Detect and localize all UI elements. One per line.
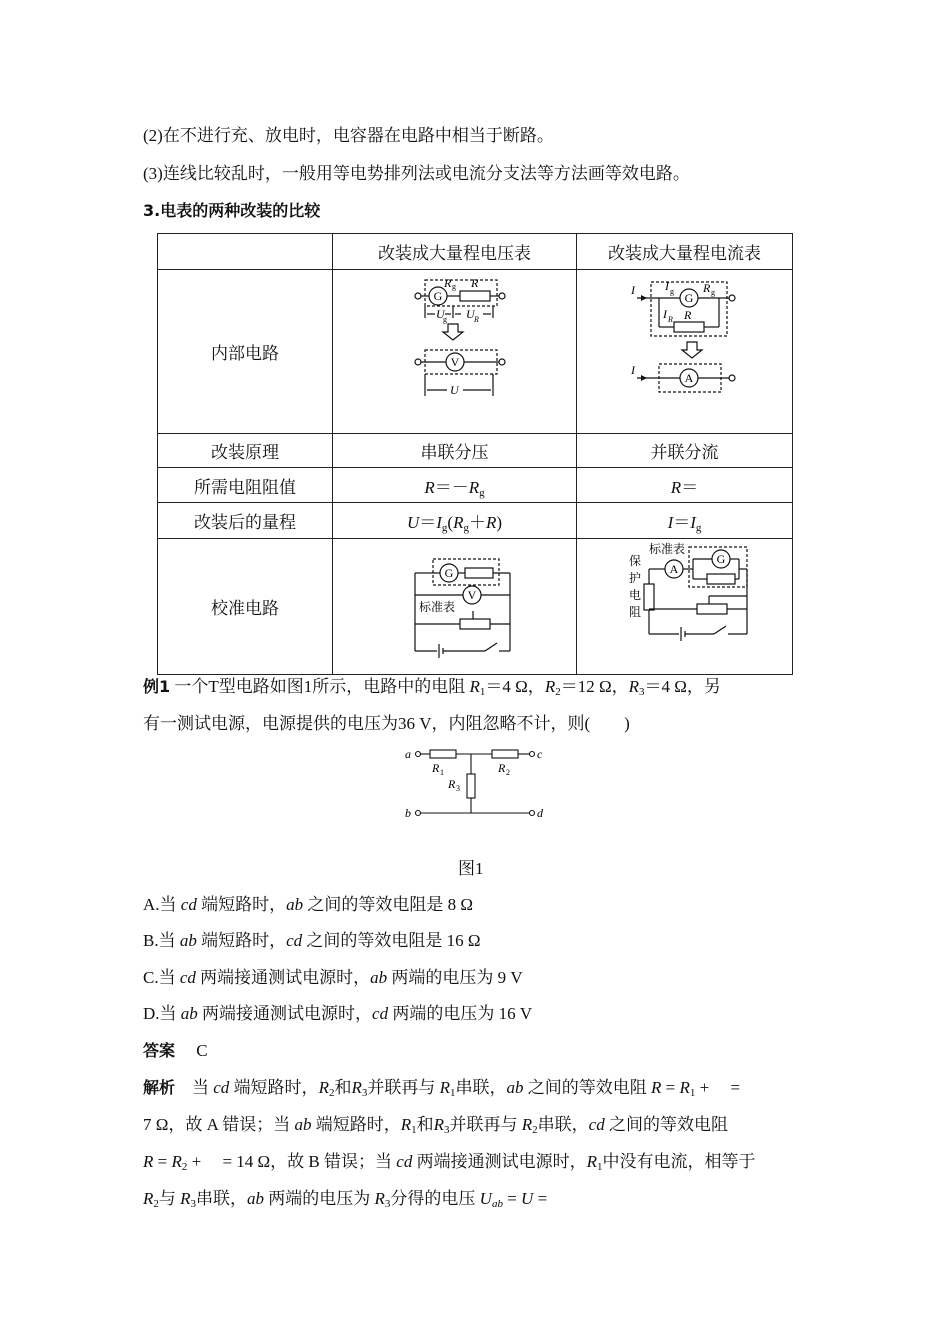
analysis-text: 并联再与 (449, 1115, 522, 1134)
comparison-table (157, 233, 793, 675)
standard-meter-label: 标准表 (418, 600, 455, 614)
terminal-a: a (405, 747, 411, 761)
resistor-r3-label: R (448, 777, 456, 791)
option-text: A.当 (143, 895, 181, 914)
current-circuit-diagram (579, 270, 791, 428)
analysis-text: 之间的等效电阻 (523, 1078, 651, 1097)
subscript-label: g (442, 315, 447, 324)
ammeter-symbol: A (684, 371, 693, 385)
answer-value: C (196, 1041, 208, 1060)
current-internal-circuit (577, 270, 793, 434)
analysis-text: 端短路时， (311, 1115, 401, 1134)
option-text: 两端接通测试电源时， (195, 968, 371, 987)
analysis-text: 串联， (196, 1189, 248, 1208)
table-header: 改装成大量程电压表 (333, 234, 577, 270)
example-label: 例1 (143, 677, 171, 696)
resistor-r2-label: R (498, 761, 506, 775)
resistor-label: R (683, 308, 691, 322)
analysis-label: 解析 (143, 1078, 176, 1097)
t-circuit-figure (400, 744, 550, 824)
analysis-text: = (533, 1189, 548, 1208)
section-heading: 3.电表的两种改装的比较 (143, 201, 321, 220)
galvanometer-symbol: G (444, 566, 453, 580)
galvanometer-symbol: G (684, 291, 693, 305)
analysis-text: 7 Ω，故 A 错误；当 (143, 1115, 295, 1134)
subscript-label: 2 (506, 768, 510, 777)
option-text: 两端的电压为 9 V (387, 968, 523, 987)
terminal-b: b (405, 806, 411, 820)
option-term: cd (180, 895, 197, 914)
example-line-2: 有一测试电源，电源提供的电压为36 V，内阻忽略不计，则( ) (143, 714, 630, 733)
analysis-text: 与 (158, 1189, 181, 1208)
analysis-text: = (153, 1152, 172, 1171)
analysis-line-1: 解析 当 cd 端短路时，$R_2$和$R_3$并联再与 $R_1$串联，ab 之间的等效电阻 $R = R_1$ + = (143, 1078, 741, 1099)
subscript-label: g (710, 288, 715, 297)
option-d (143, 1002, 532, 1026)
paragraph-2: (2)在不进行充、放电时，电容器在电路中相当于断路。 (143, 126, 554, 145)
analysis-line-2: 7 Ω，故 A 错误；当 ab 端短路时，$R_1$和$R_3$并联再与 $R_2$串联，cd 之间的等效电阻 (143, 1115, 728, 1136)
option-b (143, 929, 481, 953)
current-calibration-diagram (579, 539, 791, 669)
subscript-label: R (473, 315, 479, 324)
voltage-circuit-diagram (335, 270, 575, 428)
option-text: B.当 (143, 931, 180, 950)
example-text: ＝4 Ω，另 (644, 677, 721, 696)
analysis-text: 两端的电压为 (264, 1189, 375, 1208)
example-text: 一个T型电路如图1所示，电路中的电阻 (170, 677, 470, 696)
formula-range-current: $I=I_g$ (577, 503, 793, 539)
terminal-c: c (537, 747, 543, 761)
current-calibration-circuit (577, 539, 793, 675)
option-text: D.当 (143, 1004, 181, 1023)
analysis-text: 当 (175, 1078, 214, 1097)
answer-label: 答案 (143, 1041, 176, 1060)
subscript-label: g (451, 282, 456, 291)
analysis-text: 之间的等效电阻 (604, 1115, 728, 1134)
voltage-label: U (435, 307, 445, 321)
analysis-text: 并联再与 (367, 1078, 440, 1097)
table-cell: 改装原理 (158, 434, 333, 468)
table-row (158, 503, 793, 539)
figure-caption: 图1 (458, 859, 484, 878)
voltage-calibration-circuit (333, 539, 577, 675)
example-text: ＝4 Ω， (485, 677, 545, 696)
table-cell: 串联分压 (333, 434, 577, 468)
analysis-text: + = (695, 1078, 741, 1097)
formula-range-voltage: $U=I_g(R_g+R)$ (333, 503, 577, 539)
analysis-text: = (661, 1078, 680, 1097)
analysis-text: 两端接通测试电源时， (412, 1152, 587, 1171)
voltage-label: U (449, 383, 459, 397)
voltmeter-symbol: V (450, 355, 459, 369)
analysis-term: ab (247, 1189, 265, 1208)
protect-resistor-label: 阻 (628, 605, 641, 619)
option-text: 端短路时， (196, 895, 287, 914)
resistor-label: R (470, 276, 478, 290)
protect-resistor-label: 保 (628, 554, 641, 568)
voltage-label: U (465, 307, 475, 321)
subscript-label: 3 (456, 784, 460, 793)
option-a (143, 893, 473, 917)
current-label: I (630, 283, 635, 297)
analysis-line-4: $R_2$与 $R_3$串联，ab 两端的电压为 $R_3$分得的电压 $U_{ab} = U$ = (143, 1189, 548, 1210)
resistor-r1-label: R (432, 761, 440, 775)
option-term: ab (180, 1004, 198, 1023)
option-term: ab (179, 931, 197, 950)
analysis-text: 和 (334, 1078, 352, 1097)
answer-line (143, 1039, 208, 1063)
option-term: cd (179, 968, 196, 987)
option-c (143, 966, 523, 990)
galvanometer-symbol: G (716, 552, 725, 566)
voltage-internal-circuit (333, 270, 577, 434)
formula-resistance-current: R＝ (577, 468, 793, 503)
table-cell: 改装后的量程 (158, 503, 333, 539)
subscript-label: g (669, 287, 674, 296)
option-text: 两端的电压为 16 V (388, 1004, 533, 1023)
analysis-text: 串联， (455, 1078, 507, 1097)
current-label: I (630, 363, 635, 377)
table-row (158, 270, 793, 434)
analysis-term: cd (588, 1115, 605, 1134)
subscript-label: R (667, 315, 673, 324)
option-text: 之间的等效电阻是 8 Ω (303, 895, 473, 914)
analysis-text: 串联， (537, 1115, 589, 1134)
option-text: 两端接通测试电源时， (197, 1004, 373, 1023)
ammeter-symbol: A (669, 562, 678, 576)
option-text: 端短路时， (196, 931, 287, 950)
option-text: 之间的等效电阻是 16 Ω (302, 931, 481, 950)
analysis-line-3: $R = R_2$ + = 14 Ω，故 B 错误；当 cd 两端接通测试电源时，$R_1$中没有电流，相等于 (143, 1152, 756, 1173)
resistor-label: R (702, 281, 710, 295)
analysis-term: cd (213, 1078, 230, 1097)
analysis-text: 和 (416, 1115, 434, 1134)
example-text: ＝12 Ω， (560, 677, 629, 696)
analysis-text: + = 14 Ω，故 B 错误；当 (187, 1152, 397, 1171)
paragraph-3: (3)连线比较乱时，一般用等电势排列法或电流分支法等方法画等效电路。 (143, 164, 690, 183)
table-row (158, 539, 793, 675)
voltage-calibration-diagram (335, 539, 575, 669)
subscript-label: 1 (440, 768, 444, 777)
option-term: cd (286, 931, 303, 950)
table-row (158, 234, 793, 270)
example-line-1: 例1 一个T型电路如图1所示，电路中的电阻 $R_1=4$ Ω，$R_2=12$ Ω，$R_3=4$ Ω，另 (143, 677, 721, 698)
table-cell: 所需电阻阻值 (158, 468, 333, 503)
table-cell: 并联分流 (577, 434, 793, 468)
table-cell: 内部电路 (158, 270, 333, 434)
analysis-text: 端短路时， (229, 1078, 319, 1097)
voltmeter-symbol: V (467, 588, 476, 602)
analysis-term: ab (294, 1115, 312, 1134)
standard-meter-label: 标准表 (648, 542, 685, 556)
analysis-text: = (502, 1189, 522, 1208)
galvanometer-symbol: G (433, 289, 442, 303)
current-label: I (662, 307, 667, 321)
analysis-term: cd (396, 1152, 413, 1171)
analysis-term: ab (506, 1078, 524, 1097)
protect-resistor-label: 护 (628, 571, 641, 585)
terminal-d: d (537, 806, 543, 820)
resistor-label: R (443, 276, 451, 290)
option-text: C.当 (143, 968, 180, 987)
formula-resistance-voltage: $R=-R_g$ (333, 468, 577, 503)
option-term: cd (372, 1004, 389, 1023)
current-label: I (664, 279, 669, 293)
option-term: ab (286, 895, 304, 914)
option-term: ab (370, 968, 388, 987)
table-row (158, 468, 793, 503)
table-cell (158, 234, 333, 270)
table-row (158, 434, 793, 468)
analysis-text: 中没有电流，相等于 (602, 1152, 756, 1171)
analysis-text: 分得的电压 (390, 1189, 480, 1208)
table-cell: 校准电路 (158, 539, 333, 675)
table-header: 改装成大量程电流表 (577, 234, 793, 270)
protect-resistor-label: 电 (628, 588, 641, 602)
